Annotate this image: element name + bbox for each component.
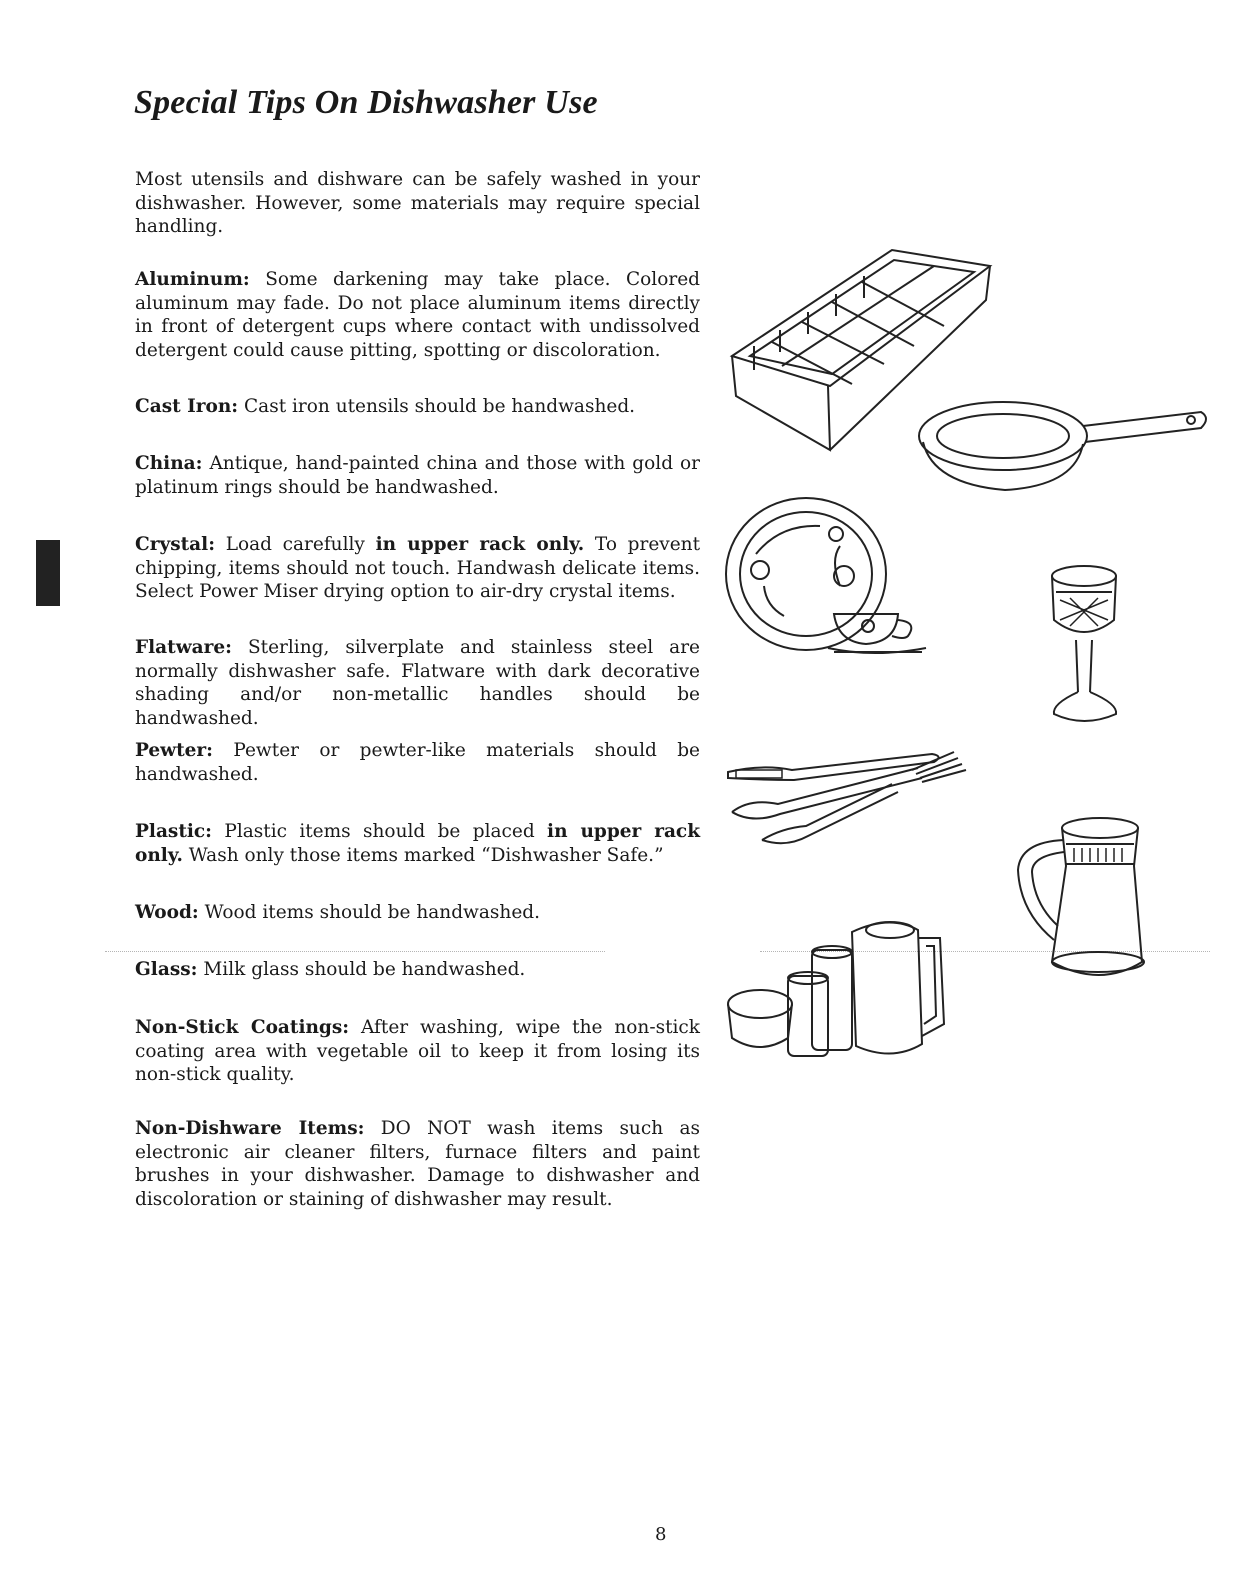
tip-china bbox=[135, 452, 700, 499]
tip-text: DO NOT wash items such as electronic air cleaner filters, furnace filters and paint brushes in your dishwasher. Damage to dishwasher and discoloration or staining of dishwasher may result. bbox=[135, 1118, 700, 1210]
tip-emphasis: in upper rack only. bbox=[135, 821, 701, 866]
tip-text: Load carefully bbox=[215, 534, 376, 555]
page-title: Special Tips On Dishwasher Use bbox=[134, 84, 598, 121]
teacup-icon bbox=[826, 602, 936, 662]
tip-label: Aluminum: bbox=[135, 269, 250, 290]
tip-label: Non-Stick Coatings: bbox=[135, 1017, 350, 1038]
crystal-goblet-icon bbox=[1040, 562, 1130, 740]
tip-text: Cast iron utensils should be handwashed. bbox=[238, 396, 636, 417]
tip-text: Some darkening may take place. Colored aluminum may fade. Do not place aluminum items directly in front of detergent cups where contact with undissolved detergent could cause pitting, spotting or discoloration. bbox=[135, 269, 700, 361]
tip-text: Antique, hand-painted china and those with gold or platinum rings should be handwashed. bbox=[135, 453, 700, 498]
tip-non-dishware bbox=[135, 1117, 700, 1211]
tip-wood bbox=[135, 901, 700, 925]
flatware-icon bbox=[722, 744, 972, 854]
tip-label: China: bbox=[135, 453, 203, 474]
tip-text: Wash only those items marked “Dishwasher Safe.” bbox=[182, 844, 664, 866]
pewter-pitcher-icon bbox=[1010, 812, 1160, 994]
tip-text: Sterling, silverplate and stainless steel are normally dishwasher safe. Flatware with dark decorative shading and/or non-metallic handles should be handwashed. bbox=[135, 637, 700, 729]
tip-text: Pewter or pewter-like materials should be handwashed. bbox=[135, 740, 700, 785]
tip-label: Flatware: bbox=[135, 637, 232, 658]
tip-plastic bbox=[135, 820, 700, 867]
tip-label: Wood: bbox=[135, 902, 199, 923]
section-tab-marker bbox=[36, 540, 60, 606]
tip-text: After washing, wipe the non-stick coating area with vegetable oil to keep it from losing its non-stick quality. bbox=[135, 1017, 700, 1085]
tip-pewter bbox=[135, 739, 700, 786]
tip-label: Plastic: bbox=[135, 821, 213, 842]
tip-label: Crystal: bbox=[135, 534, 216, 555]
tip-text: Wood items should be handwashed. bbox=[198, 902, 540, 923]
tip-label: Cast Iron: bbox=[135, 396, 239, 417]
tip-label: Non-Dishware Items: bbox=[135, 1118, 365, 1139]
tip-non-stick bbox=[135, 1016, 700, 1087]
page-number: 8 bbox=[655, 1524, 667, 1545]
tip-cast-iron bbox=[135, 395, 700, 419]
intro-paragraph: Most utensils and dishware can be safely washed in your dishwasher. However, some materials may require special handling. bbox=[135, 169, 700, 237]
tip-emphasis: in upper rack only. bbox=[375, 534, 585, 555]
tip-aluminum bbox=[135, 268, 700, 362]
tip-flatware bbox=[135, 636, 700, 730]
tip-text: To prevent chipping, items should not touch. Handwash delicate items. Select Power Miser drying option to air-dry crystal items. bbox=[135, 534, 701, 602]
tip-label: Pewter: bbox=[135, 740, 214, 761]
divider bbox=[105, 951, 605, 952]
tip-glass bbox=[135, 958, 700, 982]
plastic-ware-icon bbox=[722, 912, 957, 1067]
tip-text: Plastic items should be placed bbox=[212, 821, 548, 842]
skillet-icon bbox=[915, 388, 1215, 498]
tip-label: Glass: bbox=[135, 959, 198, 980]
tip-crystal bbox=[135, 533, 700, 604]
tip-text: Milk glass should be handwashed. bbox=[197, 959, 526, 980]
